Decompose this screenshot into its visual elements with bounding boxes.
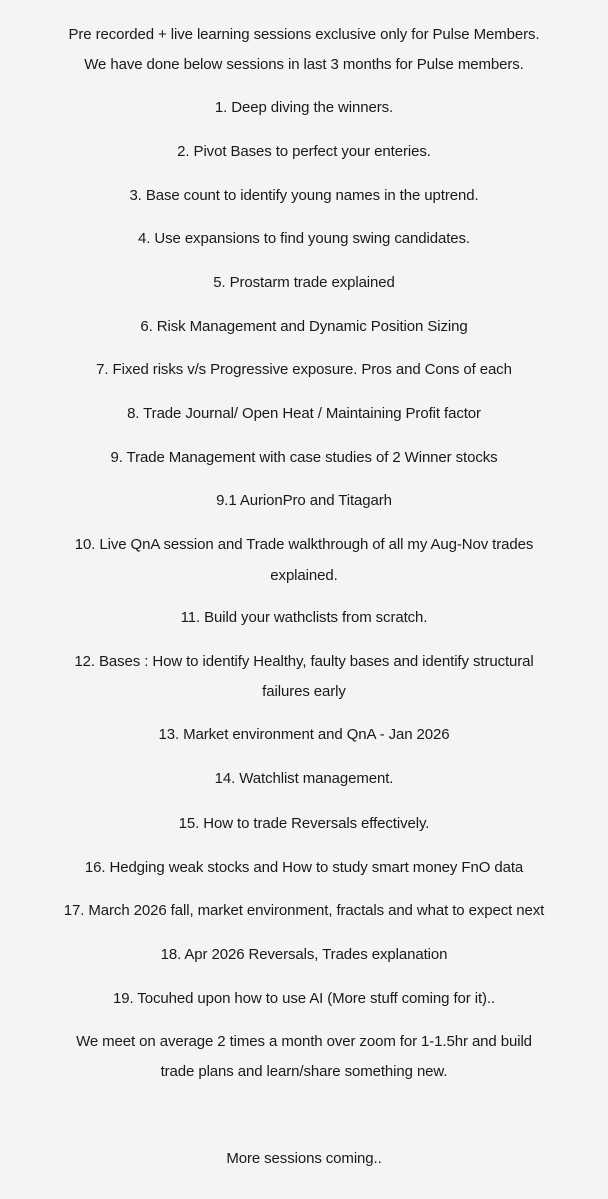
session-item: 4. Use expansions to find young swing candidates. <box>138 230 470 247</box>
session-item: 15. How to trade Reversals effectively. <box>178 815 430 832</box>
session-item: 9. Trade Management with case studies of 2 Winner stocks <box>110 449 498 466</box>
session-item: 10. Live QnA session and Trade walkthrough of all my Aug-Nov trades <box>74 536 534 553</box>
session-item: 12. Bases : How to identify Healthy, faulty bases and identify structural <box>74 653 534 670</box>
session-item: 14. Watchlist management. <box>214 770 394 787</box>
session-item: 6. Risk Management and Dynamic Position Sizing <box>140 318 468 335</box>
session-item: 7. Fixed risks v/s Progressive exposure. Pros and Cons of each <box>96 361 512 378</box>
session-item: 3. Base count to identify young names in the uptrend. <box>129 187 479 204</box>
session-item: 19. Tocuhed upon how to use AI (More stuff coming for it).. <box>112 990 496 1007</box>
closing-line-1: We meet on average 2 times a month over zoom for 1-1.5hr and build <box>76 1033 532 1050</box>
session-item: 16. Hedging weak stocks and How to study smart money FnO data <box>84 859 524 876</box>
session-item: 1. Deep diving the winners. <box>214 99 394 116</box>
session-item: 2. Pivot Bases to perfect your enteries. <box>177 143 431 160</box>
session-item-continuation: failures early <box>262 683 346 700</box>
session-item: 8. Trade Journal/ Open Heat / Maintaining Profit factor <box>127 405 481 422</box>
closing-line-2: trade plans and learn/share something new. <box>160 1063 448 1080</box>
session-item: 11. Build your wathclists from scratch. <box>180 609 428 626</box>
session-subitem: 9.1 AurionPro and Titagarh <box>216 492 392 509</box>
session-item: 18. Apr 2026 Reversals, Trades explanation <box>160 946 448 963</box>
intro-line-1: Pre recorded + live learning sessions exclusive only for Pulse Members. <box>68 26 540 43</box>
intro-line-2: We have done below sessions in last 3 months for Pulse members. <box>84 56 524 73</box>
footer-note: More sessions coming.. <box>226 1150 382 1167</box>
session-item: 5. Prostarm trade explained <box>213 274 395 291</box>
session-item: 13. Market environment and QnA - Jan 2026 <box>158 726 450 743</box>
session-item-continuation: explained. <box>270 567 338 584</box>
session-item: 17. March 2026 fall, market environment, fractals and what to expect next <box>63 902 545 919</box>
